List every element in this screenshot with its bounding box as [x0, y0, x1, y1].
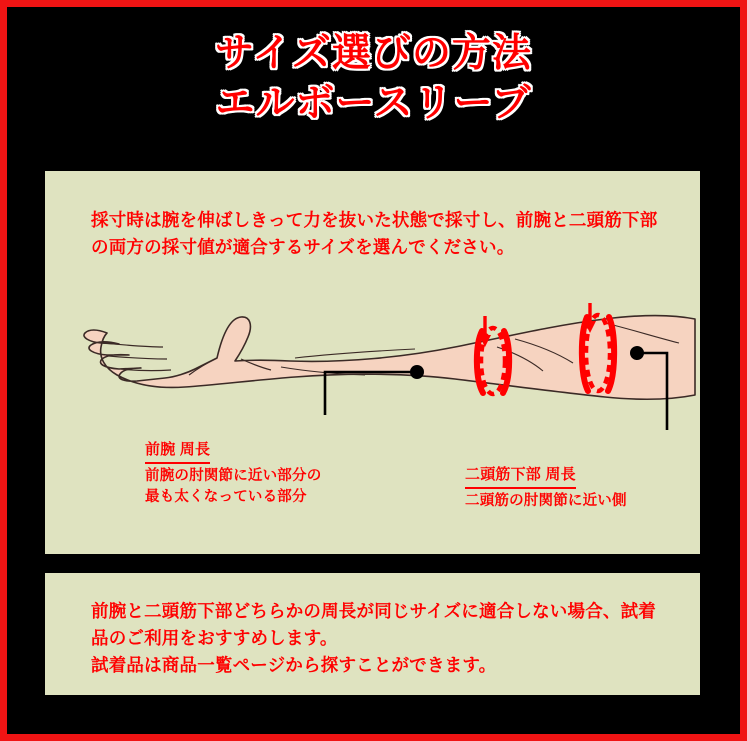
note-text: [91, 598, 663, 679]
label-biceps: [465, 464, 627, 512]
label-biceps-heading: 二頭筋下部 周長: [465, 464, 576, 489]
note-line-2: 合、試着品のご利用をおすすめします。: [91, 601, 657, 649]
main-panel: [45, 171, 700, 554]
title-line-2: エルボースリーブ: [215, 81, 532, 125]
page-title: [7, 29, 740, 129]
label-forearm-heading: 前腕 周長: [145, 439, 210, 464]
inner-frame: [7, 7, 740, 734]
note-panel: [45, 573, 700, 695]
label-forearm: [145, 439, 321, 508]
leader-line-forearm: [325, 365, 424, 415]
title-line-1: サイズ選びの方法: [215, 32, 532, 75]
label-forearm-sub1: 前腕の肘関節に近い部分の: [145, 467, 322, 484]
label-biceps-sub1: 二頭筋の肘関節に近い側: [465, 492, 627, 509]
label-forearm-sub2: 最も太くなっている部分: [145, 488, 307, 505]
arm-measurement-illustration: [45, 275, 700, 445]
note-line-1: 前腕と二頭筋下部どちらかの周長が同じサイズに適合しない場: [91, 601, 586, 621]
note-line-3: 試着品は商品一覧ページから探すことができます。: [91, 655, 497, 676]
intro-text: 採寸時は腕を伸ばしきって力を抜いた状態で採寸し、前腕と二頭筋下部の両方の採寸値が適合するサイズを選んでください。: [91, 210, 658, 258]
